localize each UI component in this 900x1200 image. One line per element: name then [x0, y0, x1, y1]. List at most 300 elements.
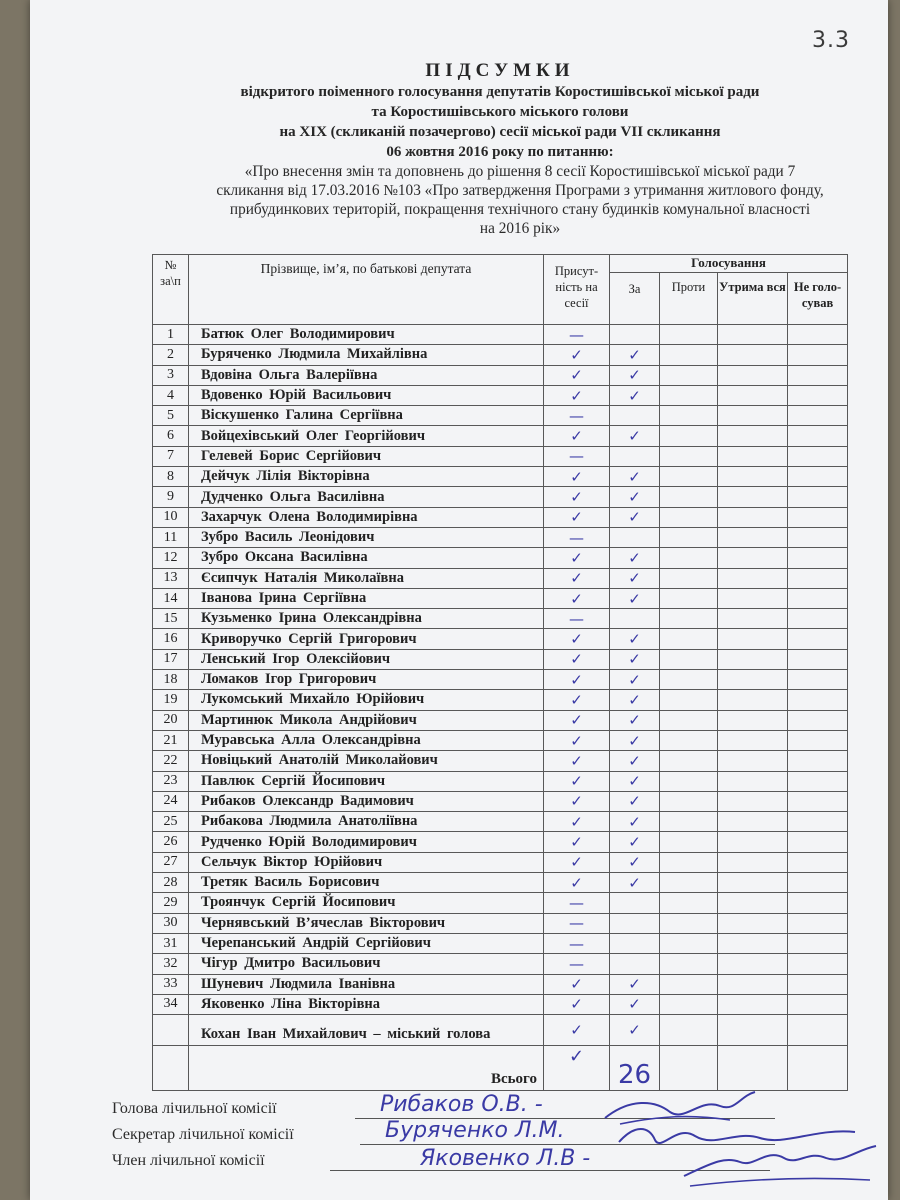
vote-abstained-cell	[718, 345, 788, 365]
vote-for-mark: ✓	[610, 568, 660, 588]
deputy-name: Захарчук Олена Володимирівна	[189, 507, 544, 527]
table-row	[153, 812, 848, 832]
row-number: 33	[153, 974, 189, 994]
presence-mark: —	[544, 913, 610, 933]
vote-abstained-cell	[718, 548, 788, 568]
presence-mark: —	[544, 446, 610, 466]
table-row	[153, 365, 848, 385]
deputy-name: Муравська Алла Олександрівна	[189, 730, 544, 750]
vote-abstained-cell	[718, 791, 788, 811]
subject-line-1: «Про внесення змін та доповнень до рішення 8 сесії Коростишівської міської ради 7	[244, 163, 796, 180]
deputy-name: Зубро Оксана Василівна	[189, 548, 544, 568]
vote-for-mark	[610, 446, 660, 466]
vote-not-voted-cell	[788, 873, 848, 893]
vote-against-cell	[660, 325, 718, 345]
row-number: 20	[153, 710, 189, 730]
table-row	[153, 588, 848, 608]
total-abstained-cell	[718, 1046, 788, 1091]
vote-for-mark: ✓	[610, 974, 660, 994]
deputy-name: Рибакова Людмила Анатоліївна	[189, 812, 544, 832]
vote-against-cell	[660, 365, 718, 385]
presence-mark: ✓	[544, 487, 610, 507]
vote-for-mark: ✓	[610, 507, 660, 527]
presence-mark: ✓	[544, 467, 610, 487]
vote-abstained-cell	[718, 1015, 788, 1046]
row-number: 22	[153, 751, 189, 771]
presence-mark: ✓	[544, 974, 610, 994]
document-title: ПІДСУМКИ	[425, 60, 575, 81]
vote-not-voted-cell	[788, 954, 848, 974]
presence-mark: —	[544, 954, 610, 974]
secretary-label: Секретар лічильної комісії	[112, 1126, 294, 1143]
presence-mark: ✓	[544, 852, 610, 872]
table-row	[153, 730, 848, 750]
vote-not-voted-cell	[788, 710, 848, 730]
row-number: 28	[153, 873, 189, 893]
vote-for-mark: ✓	[610, 345, 660, 365]
vote-not-voted-cell	[788, 852, 848, 872]
vote-not-voted-cell	[788, 670, 848, 690]
header-line-2: та Коростишівського міського голови	[371, 104, 629, 120]
vote-not-voted-cell	[788, 690, 848, 710]
table-row	[153, 832, 848, 852]
vote-not-voted-cell	[788, 994, 848, 1014]
vote-not-voted-cell	[788, 1015, 848, 1046]
table-row	[153, 548, 848, 568]
total-present-mark: ✓	[544, 1046, 610, 1091]
table-row	[153, 385, 848, 405]
row-number: 27	[153, 852, 189, 872]
vote-not-voted-cell	[788, 649, 848, 669]
vote-abstained-cell	[718, 832, 788, 852]
vote-for-mark: ✓	[610, 487, 660, 507]
deputy-name: Іванова Ірина Сергіївна	[189, 588, 544, 608]
vote-not-voted-cell	[788, 609, 848, 629]
deputy-name: Шуневич Людмила Іванівна	[189, 974, 544, 994]
vote-against-cell	[660, 588, 718, 608]
vote-for-mark: ✓	[610, 751, 660, 771]
vote-against-cell	[660, 548, 718, 568]
vote-for-mark: ✓	[610, 426, 660, 446]
vote-against-cell	[660, 690, 718, 710]
vote-not-voted-cell	[788, 771, 848, 791]
vote-abstained-cell	[718, 325, 788, 345]
vote-for-mark: ✓	[610, 852, 660, 872]
table-row	[153, 487, 848, 507]
vote-abstained-cell	[718, 933, 788, 953]
presence-mark: —	[544, 406, 610, 426]
vote-abstained-cell	[718, 913, 788, 933]
subject-line-2: скликання від 17.03.2016 №103 «Про затвердження Програми з утримання житлового фонду,	[216, 182, 824, 199]
vote-for-mark: ✓	[610, 812, 660, 832]
vote-against-cell	[660, 649, 718, 669]
presence-mark: —	[544, 893, 610, 913]
presence-mark: ✓	[544, 670, 610, 690]
deputy-name: Кузьменко Ірина Олександрівна	[189, 609, 544, 629]
vote-abstained-cell	[718, 954, 788, 974]
deputy-name: Мартинюк Микола Андрійович	[189, 710, 544, 730]
row-number: 12	[153, 548, 189, 568]
deputy-name: Рудченко Юрій Володимирович	[189, 832, 544, 852]
header-number: № за\п	[153, 255, 189, 325]
deputy-name: Ломаков Ігор Григорович	[189, 670, 544, 690]
vote-against-cell	[660, 609, 718, 629]
table-row	[153, 751, 848, 771]
vote-abstained-cell	[718, 812, 788, 832]
deputy-name: Зубро Василь Леонідович	[189, 527, 544, 547]
vote-for-mark	[610, 913, 660, 933]
member-label: Член лічильної комісії	[112, 1152, 265, 1169]
deputy-name: Гелевей Борис Сергійович	[189, 446, 544, 466]
deputy-name: Третяк Василь Борисович	[189, 873, 544, 893]
deputy-name: Яковенко Ліна Вікторівна	[189, 994, 544, 1014]
deputy-name: Чігур Дмитро Васильович	[189, 954, 544, 974]
vote-not-voted-cell	[788, 507, 848, 527]
row-number: 30	[153, 913, 189, 933]
table-row	[153, 771, 848, 791]
row-number: 13	[153, 568, 189, 588]
table-row	[153, 325, 848, 345]
presence-mark: ✓	[544, 1015, 610, 1046]
table-row	[153, 1015, 848, 1046]
vote-for-mark	[610, 609, 660, 629]
deputy-name: Сельчук Віктор Юрійович	[189, 852, 544, 872]
vote-for-mark: ✓	[610, 548, 660, 568]
table-row	[153, 873, 848, 893]
presence-mark: —	[544, 325, 610, 345]
row-number: 26	[153, 832, 189, 852]
vote-against-cell	[660, 568, 718, 588]
row-number: 18	[153, 670, 189, 690]
vote-not-voted-cell	[788, 893, 848, 913]
row-number: 3	[153, 365, 189, 385]
vote-for-mark: ✓	[610, 365, 660, 385]
vote-not-voted-cell	[788, 548, 848, 568]
table-row	[153, 345, 848, 365]
table-row	[153, 649, 848, 669]
vote-against-cell	[660, 446, 718, 466]
table-row	[153, 446, 848, 466]
presence-mark: —	[544, 933, 610, 953]
vote-abstained-cell	[718, 974, 788, 994]
vote-abstained-cell	[718, 507, 788, 527]
row-number: 14	[153, 588, 189, 608]
vote-against-cell	[660, 913, 718, 933]
vote-abstained-cell	[718, 893, 788, 913]
vote-abstained-cell	[718, 994, 788, 1014]
vote-not-voted-cell	[788, 974, 848, 994]
vote-against-cell	[660, 751, 718, 771]
table-row	[153, 994, 848, 1014]
vote-for-mark: ✓	[610, 670, 660, 690]
vote-for-mark: ✓	[610, 832, 660, 852]
vote-against-cell	[660, 893, 718, 913]
vote-for-mark: ✓	[610, 873, 660, 893]
vote-against-cell	[660, 974, 718, 994]
vote-abstained-cell	[718, 467, 788, 487]
vote-for-mark: ✓	[610, 710, 660, 730]
vote-not-voted-cell	[788, 751, 848, 771]
vote-for-mark: ✓	[610, 385, 660, 405]
vote-for-mark	[610, 893, 660, 913]
presence-mark: ✓	[544, 507, 610, 527]
total-number-cell	[153, 1046, 189, 1091]
agenda-subject	[170, 162, 870, 238]
vote-not-voted-cell	[788, 487, 848, 507]
vote-for-mark: ✓	[610, 649, 660, 669]
presence-mark: ✓	[544, 385, 610, 405]
deputy-name: Ленський Ігор Олексійович	[189, 649, 544, 669]
vote-against-cell	[660, 873, 718, 893]
row-number: 16	[153, 629, 189, 649]
row-number: 29	[153, 893, 189, 913]
vote-abstained-cell	[718, 385, 788, 405]
vote-abstained-cell	[718, 629, 788, 649]
table-row	[153, 406, 848, 426]
presence-mark: ✓	[544, 649, 610, 669]
vote-abstained-cell	[718, 446, 788, 466]
vote-against-cell	[660, 629, 718, 649]
vote-abstained-cell	[718, 568, 788, 588]
vote-for-mark: ✓	[610, 994, 660, 1014]
vote-against-cell	[660, 791, 718, 811]
head-handwritten-name: Рибаков О.В. -	[380, 1092, 543, 1117]
member-signature-scribble	[680, 1136, 880, 1192]
vote-against-cell	[660, 345, 718, 365]
deputy-name: Дудченко Ольга Василівна	[189, 487, 544, 507]
vote-abstained-cell	[718, 710, 788, 730]
vote-for-mark: ✓	[610, 588, 660, 608]
header-line-3: на ХІХ (скликаній позачергово) сесії міської ради VІІ скликання	[279, 124, 721, 140]
vote-abstained-cell	[718, 609, 788, 629]
deputy-name: Віскушенко Галина Сергіївна	[189, 406, 544, 426]
row-number: 32	[153, 954, 189, 974]
row-number: 25	[153, 812, 189, 832]
vote-abstained-cell	[718, 487, 788, 507]
row-number: 8	[153, 467, 189, 487]
vote-abstained-cell	[718, 365, 788, 385]
vote-against-cell	[660, 954, 718, 974]
vote-abstained-cell	[718, 588, 788, 608]
vote-abstained-cell	[718, 426, 788, 446]
table-row	[153, 710, 848, 730]
vote-against-cell	[660, 710, 718, 730]
vote-against-cell	[660, 406, 718, 426]
vote-abstained-cell	[718, 751, 788, 771]
row-number: 17	[153, 649, 189, 669]
presence-mark: ✓	[544, 710, 610, 730]
row-number: 23	[153, 771, 189, 791]
vote-for-mark: ✓	[610, 730, 660, 750]
voting-table	[152, 254, 848, 1091]
header-against: Проти	[660, 273, 718, 325]
vote-against-cell	[660, 771, 718, 791]
row-number: 21	[153, 730, 189, 750]
deputy-name: Батюк Олег Володимирович	[189, 325, 544, 345]
presence-mark: ✓	[544, 812, 610, 832]
deputy-name: Чернявський В’ячеслав Вікторович	[189, 913, 544, 933]
vote-not-voted-cell	[788, 426, 848, 446]
row-number: 11	[153, 527, 189, 547]
document-header	[170, 60, 830, 162]
vote-against-cell	[660, 812, 718, 832]
table-row	[153, 954, 848, 974]
deputy-name: Троянчук Сергій Йосипович	[189, 893, 544, 913]
deputy-name: Буряченко Людмила Михайлівна	[189, 345, 544, 365]
presence-mark: ✓	[544, 365, 610, 385]
table-row	[153, 791, 848, 811]
row-number: 4	[153, 385, 189, 405]
presence-mark: ✓	[544, 690, 610, 710]
deputy-name: Войцехівський Олег Георгійович	[189, 426, 544, 446]
row-number: 2	[153, 345, 189, 365]
presence-mark: ✓	[544, 345, 610, 365]
vote-against-cell	[660, 507, 718, 527]
vote-for-mark: ✓	[610, 771, 660, 791]
table-row	[153, 913, 848, 933]
deputy-name: Рибаков Олександр Вадимович	[189, 791, 544, 811]
vote-abstained-cell	[718, 852, 788, 872]
header-line-1: відкритого поіменного голосування депутатів Коростишівської міської ради	[240, 84, 760, 100]
presence-mark: ✓	[544, 873, 610, 893]
table-row	[153, 893, 848, 913]
header-present: Присут-ність на сесії	[544, 255, 610, 325]
table-row	[153, 933, 848, 953]
deputy-name: Кохан Іван Михайлович – міський голова	[189, 1015, 544, 1046]
presence-mark: ✓	[544, 629, 610, 649]
presence-mark: ✓	[544, 568, 610, 588]
vote-against-cell	[660, 1015, 718, 1046]
vote-abstained-cell	[718, 406, 788, 426]
table-row	[153, 609, 848, 629]
table-row	[153, 568, 848, 588]
vote-not-voted-cell	[788, 588, 848, 608]
presence-mark: —	[544, 609, 610, 629]
vote-not-voted-cell	[788, 913, 848, 933]
row-number	[153, 1015, 189, 1046]
member-handwritten-name: Яковенко Л.В -	[420, 1146, 591, 1171]
table-row	[153, 507, 848, 527]
table-row	[153, 974, 848, 994]
row-number: 7	[153, 446, 189, 466]
presence-mark: ✓	[544, 426, 610, 446]
vote-for-mark	[610, 527, 660, 547]
vote-not-voted-cell	[788, 406, 848, 426]
row-number: 34	[153, 994, 189, 1014]
vote-abstained-cell	[718, 527, 788, 547]
voting-table-body	[153, 325, 848, 1046]
vote-against-cell	[660, 385, 718, 405]
total-for-count: 26	[610, 1046, 660, 1091]
total-label: Всього	[189, 1046, 544, 1091]
vote-abstained-cell	[718, 670, 788, 690]
table-row	[153, 527, 848, 547]
vote-against-cell	[660, 527, 718, 547]
header-not-voted: Не голо-сував	[788, 273, 848, 325]
deputy-name: Павлюк Сергій Йосипович	[189, 771, 544, 791]
table-row	[153, 690, 848, 710]
row-number: 31	[153, 933, 189, 953]
row-number: 19	[153, 690, 189, 710]
table-row	[153, 629, 848, 649]
header-for: За	[610, 273, 660, 325]
deputy-name: Лукомський Михайло Юрійович	[189, 690, 544, 710]
vote-against-cell	[660, 487, 718, 507]
vote-against-cell	[660, 467, 718, 487]
vote-not-voted-cell	[788, 325, 848, 345]
page-number: 3.3	[812, 28, 850, 53]
vote-against-cell	[660, 852, 718, 872]
vote-abstained-cell	[718, 690, 788, 710]
presence-mark: ✓	[544, 791, 610, 811]
vote-for-mark: ✓	[610, 690, 660, 710]
presence-mark: ✓	[544, 730, 610, 750]
presence-mark: —	[544, 527, 610, 547]
row-number: 1	[153, 325, 189, 345]
vote-abstained-cell	[718, 649, 788, 669]
deputy-name: Вдовенко Юрій Васильович	[189, 385, 544, 405]
row-number: 15	[153, 609, 189, 629]
vote-abstained-cell	[718, 771, 788, 791]
deputy-name: Вдовіна Ольга Валеріївна	[189, 365, 544, 385]
deputy-name: Черепанський Андрій Сергійович	[189, 933, 544, 953]
head-label: Голова лічильної комісії	[112, 1100, 277, 1117]
vote-for-mark: ✓	[610, 629, 660, 649]
header-voting: Голосування	[610, 255, 848, 273]
vote-not-voted-cell	[788, 527, 848, 547]
vote-not-voted-cell	[788, 730, 848, 750]
subject-line-4: на 2016 рік»	[479, 220, 561, 237]
vote-not-voted-cell	[788, 385, 848, 405]
vote-against-cell	[660, 832, 718, 852]
presence-mark: ✓	[544, 548, 610, 568]
row-number: 5	[153, 406, 189, 426]
deputy-name: Новіцький Анатолій Миколайович	[189, 751, 544, 771]
vote-not-voted-cell	[788, 832, 848, 852]
presence-mark: ✓	[544, 771, 610, 791]
vote-against-cell	[660, 670, 718, 690]
vote-not-voted-cell	[788, 365, 848, 385]
presence-mark: ✓	[544, 832, 610, 852]
table-row	[153, 467, 848, 487]
deputy-name: Єсипчук Наталія Миколаївна	[189, 568, 544, 588]
total-not-voted-cell	[788, 1046, 848, 1091]
vote-not-voted-cell	[788, 933, 848, 953]
presence-mark: ✓	[544, 588, 610, 608]
vote-against-cell	[660, 994, 718, 1014]
table-row	[153, 852, 848, 872]
vote-for-mark	[610, 933, 660, 953]
vote-against-cell	[660, 426, 718, 446]
vote-abstained-cell	[718, 730, 788, 750]
vote-for-mark: ✓	[610, 467, 660, 487]
secretary-handwritten-name: Буряченко Л.М.	[385, 1118, 565, 1143]
table-row	[153, 670, 848, 690]
vote-for-mark	[610, 406, 660, 426]
deputy-name: Дейчук Лілія Вікторівна	[189, 467, 544, 487]
deputy-name: Криворучко Сергій Григорович	[189, 629, 544, 649]
vote-for-mark	[610, 325, 660, 345]
vote-against-cell	[660, 933, 718, 953]
vote-not-voted-cell	[788, 568, 848, 588]
row-number: 24	[153, 791, 189, 811]
row-number: 9	[153, 487, 189, 507]
row-number: 6	[153, 426, 189, 446]
total-against-cell	[660, 1046, 718, 1091]
subject-line-3: прибудинкових територій, покращення технічного стану будинків комунальної власності	[229, 201, 811, 218]
presence-mark: ✓	[544, 994, 610, 1014]
vote-not-voted-cell	[788, 446, 848, 466]
